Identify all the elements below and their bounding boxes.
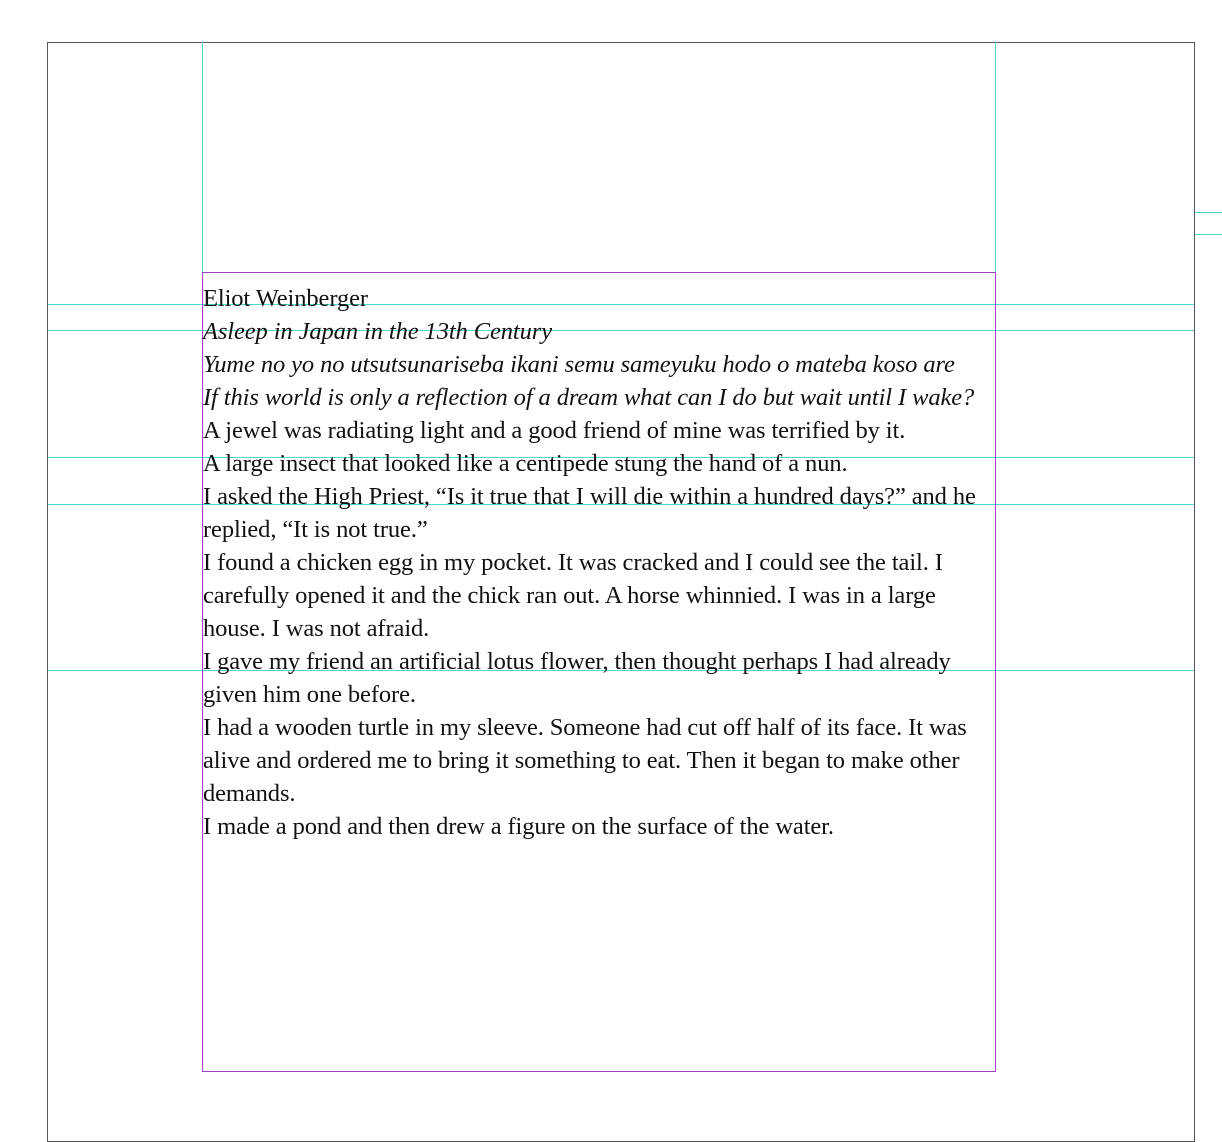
author-name: Eliot Weinberger (203, 285, 368, 312)
story-text[interactable] (203, 282, 997, 843)
paragraph: I made a pond and then drew a figure on the surface of the water. (203, 813, 834, 840)
paragraph: I found a chicken egg in my pocket. It was cracked and I could see the tail. I carefully opened it and the chick ran out. A horse whinnied. I was in a large house. I was not afraid. (203, 549, 943, 642)
paragraph: A jewel was radiating light and a good friend of mine was terrified by it. (203, 417, 906, 444)
adjacent-page-guide (1195, 234, 1222, 235)
paragraph: A large insect that looked like a centipede stung the hand of a nun. (203, 450, 848, 477)
adjacent-page-guide (1195, 212, 1222, 213)
epigraph-translation: If this world is only a reflection of a dream what can I do but wait until I wake? (203, 384, 975, 411)
poem-title: Asleep in Japan in the 13th Century (203, 318, 552, 345)
paragraph: I had a wooden turtle in my sleeve. Someone had cut off half of its face. It was alive and ordered me to bring it something to eat. Then it began to make other demands. (203, 714, 967, 807)
page-edge (1194, 42, 1195, 1042)
epigraph-romaji: Yume no yo no utsutsunariseba ikani semu sameyuku hodo o mateba koso are (203, 351, 955, 378)
paragraph: I gave my friend an artificial lotus flower, then thought perhaps I had already given him one before. (203, 648, 951, 708)
paragraph: I asked the High Priest, “Is it true that I will die within a hundred days?” and he replied, “It is not true.” (203, 483, 976, 543)
